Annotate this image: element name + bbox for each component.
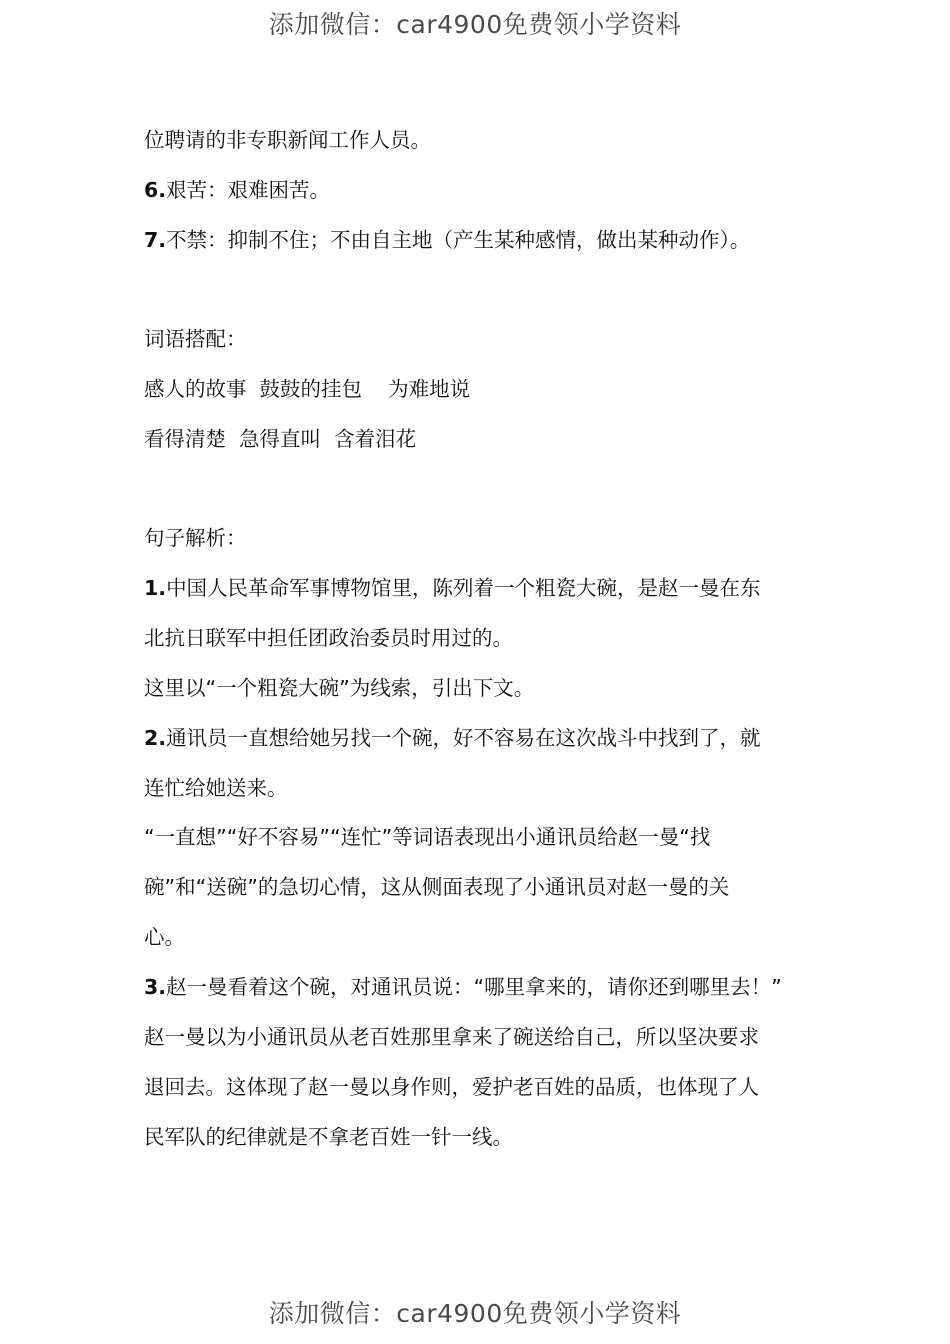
- definition-item-6: [144, 176, 330, 204]
- analysis-item-1-line1: [144, 574, 761, 602]
- collocation-line: 感人的故事 鼓鼓的挂包 为难地说: [144, 377, 471, 401]
- item-number: 6.: [144, 178, 167, 202]
- watermark-bottom: 添加微信：car4900免费领小学资料: [268, 1299, 682, 1328]
- item-text: 通讯员一直想给她另找一个碗，好不容易在这次战斗中找到了，就: [166, 726, 761, 750]
- analysis-heading: 句子解析：: [144, 526, 247, 550]
- analysis-item-3-note: 民军队的纪律就是不拿老百姓一针一线。: [144, 1125, 513, 1149]
- analysis-item-3-note: 赵一曼以为小通讯员从老百姓那里拿来了碗送给自己，所以坚决要求: [144, 1025, 759, 1049]
- item-text: 不禁：抑制不住；不由自主地（产生某种感情，做出某种动作）。: [166, 228, 751, 252]
- analysis-item-2-line1: [144, 724, 761, 752]
- collocations-heading: 词语搭配：: [144, 327, 247, 351]
- item-text: 中国人民革命军事博物馆里，陈列着一个粗瓷大碗，是赵一曼在东: [166, 576, 761, 600]
- item-text: 赵一曼看着这个碗，对通讯员说：“哪里拿来的，请你还到哪里去！”: [166, 975, 782, 999]
- definition-item-7: [144, 226, 750, 254]
- analysis-item-2-note: 碗”和“送碗”的急切心情，这从侧面表现了小通讯员对赵一曼的关: [144, 875, 730, 899]
- watermark-top: 添加微信：car4900免费领小学资料: [268, 10, 682, 39]
- item-number: 7.: [144, 228, 167, 252]
- analysis-item-2-note: 心。: [144, 925, 185, 949]
- item-text: 艰苦：艰难困苦。: [166, 178, 331, 202]
- collocation-line: 看得清楚 急得直叫 含着泪花: [144, 427, 417, 451]
- analysis-item-2-note: “一直想”“好不容易”“连忙”等词语表现出小通讯员给赵一曼“找: [144, 825, 711, 849]
- definition-continued: 位聘请的非专职新闻工作人员。: [144, 128, 431, 152]
- analysis-item-1-line2: 北抗日联军中担任团政治委员时用过的。: [144, 626, 513, 650]
- analysis-item-3-note: 退回去。这体现了赵一曼以身作则，爱护老百姓的品质，也体现了人: [144, 1075, 759, 1099]
- item-number: 3.: [144, 975, 167, 999]
- item-number: 2.: [144, 726, 167, 750]
- analysis-item-1-note: 这里以“一个粗瓷大碗”为线索，引出下文。: [144, 676, 535, 700]
- analysis-item-3-line1: [144, 973, 782, 1001]
- item-number: 1.: [144, 576, 167, 600]
- analysis-item-2-line2: 连忙给她送来。: [144, 776, 288, 800]
